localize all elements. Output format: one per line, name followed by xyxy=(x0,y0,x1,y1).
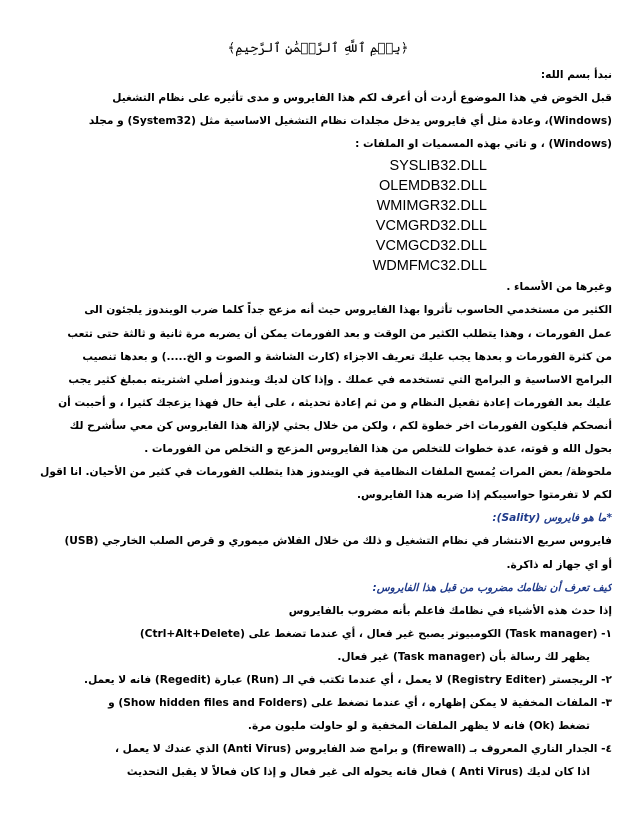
note-line: لكم لا تفرمتوا حواسيبكم إذا ضربه هذا الفايروس. xyxy=(357,489,612,502)
symptoms-list xyxy=(24,623,612,785)
paragraph-line: عليك بعد الفورمات إعادة تفعيل النظام و من ثم إعادة تحديثه ، على أية حال فهذا يزعجك كثيرا ، و أحببت أن xyxy=(58,396,612,409)
dll-file: VCMGRD32.DLL xyxy=(375,218,487,235)
dll-file: WDMFMC32.DLL xyxy=(372,258,487,275)
paragraph-line: بحول الله و قوته، عدة خطوات للتخلص من هذا الفايروس المزعج و التخلص من الفورمات . xyxy=(144,443,612,456)
symptom-line: يظهر لك رسالة بأن (Task manager) غير فعال. xyxy=(337,650,590,663)
intro-line-1: قبل الخوض في هذا الموضوع أردت أن أعرف لكم هذا الفايروس و مدى تأثيره على نظام التشغيل xyxy=(112,92,612,105)
paragraph-line: الكثير من مستخدمي الحاسوب تأثروا بهذا الفايروس حيث أنه مزعج جداً كلما ضرب الويندوز يلجئون الى xyxy=(84,304,612,317)
dll-file: VCMGCD32.DLL xyxy=(375,238,487,255)
dll-list xyxy=(24,156,612,276)
paragraph-line: البرامج الاساسية و البرامج التي تستخدمه في عملك . وإذا كان لديك ويندوز أصلي اشتريته بمبلغ كثير يجب xyxy=(68,373,612,386)
heading-sality: *ما هو فايروس (Sality): xyxy=(492,512,612,525)
sality-block xyxy=(24,530,612,576)
symptom-line: اذا كان لديك (Anti Virus ) فعال فانه يحوله الى غير فعال و إذا كان فعالاً لا يقبل التحديث xyxy=(126,766,590,779)
symptom-line: ٤- الجدار الناري المعروف بـ (firewall) و برامج ضد الفايروس (Anti Virus) الذي عندك لا يعمل ، xyxy=(114,743,612,756)
paragraph-line: عمل الفورمات ، وهذا يتطلب الكثير من الوقت و بعد الفورمات يمكن أن يضربه مرة ثانية و ثالثة حتى تتعب xyxy=(67,327,612,340)
dll-file: SYSLIB32.DLL xyxy=(389,158,487,175)
others-note: وغيرها من الأسماء . xyxy=(506,281,612,294)
sality-line: أو اي جهاز له ذاكرة. xyxy=(506,558,612,571)
dll-file: WMIMGR32.DLL xyxy=(376,198,487,215)
note-line: ملحوظة/ بعض المرات يُمسح الملفات النظامية في الويندوز هذا يتطلب الفورمات في كثير من الأحيان. انا اقول xyxy=(40,466,612,479)
intro-start: نبدأ بسم الله: xyxy=(540,69,612,81)
paragraph-line: أنصحكم فليكون الفورمات اخر خطوة لكم ، ولكن من خلال بحثي لإزالة هذا الفايروس كن معي سأشرح لك xyxy=(69,419,612,432)
basmala: ﴿بِسۡمِ ٱللَّهِ ٱلرَّحۡمَٰنِ ٱلرَّحِيمِ﴾ xyxy=(227,41,409,56)
paragraph-line: من كثرة الفورمات و بعدها يجب عليك تعريف الاجزاء (كارت الشاشة و الصوت و الخ.....) و بعدها تنصيب xyxy=(82,350,612,363)
paragraph-2 xyxy=(24,299,612,461)
heading-symptoms: كيف تعرف أن نظامك مضروب من قبل هذا الفايروس: xyxy=(372,581,612,594)
note-block xyxy=(24,461,612,507)
symptom-line: ٣- الملفات المخفية لا يمكن إظهاره ، أي عندما تضغط على (Show hidden files and Folders) و xyxy=(108,697,612,710)
sality-line: فايروس سريع الانتشار في نظام التشغيل و ذلك من خلال الفلاش ميموري و قرص الصلب الخارجي (USB) xyxy=(64,535,612,548)
intro-line-2: (Windows)، وعادة مثل أي فايروس يدخل مجلدات نظام التشغيل الاساسية مثل (System32) و مجلد xyxy=(88,115,612,128)
intro-line-3: (Windows) ، و تاتي بهذه المسميات او الملفات : xyxy=(355,138,612,151)
symptom-line: ٢- الريجستر (Registry Editer) لا يعمل ، أي عندما تكتب في الـ (Run) عبارة (Regedit) فانه لا يعمل. xyxy=(84,673,612,686)
symptom-line: ١- (Task manager) الكومبيوتر يصبح غير فعال ، أي عندما تضغط على (Ctrl+Alt+Delete) xyxy=(139,627,612,640)
symptoms-intro: إذا حدث هذه الأشياء في نظامك فاعلم بأنه مضروب بالفايروس xyxy=(288,604,612,617)
dll-file: OLEMDB32.DLL xyxy=(379,178,487,195)
symptom-line: تضغط (Ok) فانه لا يظهر الملفات المخفية و لو حاولت مليون مرة. xyxy=(247,720,590,733)
